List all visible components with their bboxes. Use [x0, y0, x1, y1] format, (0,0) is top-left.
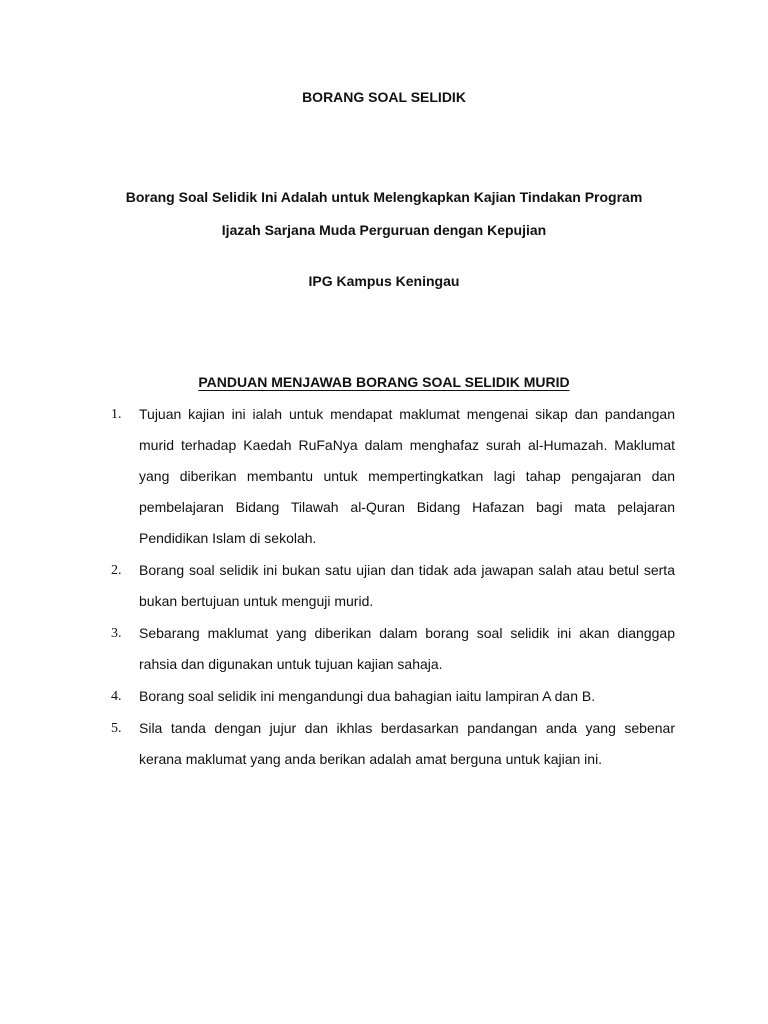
guideline-text: Tujuan kajian ini ialah untuk mendapat maklumat mengenai sikap dan pandangan murid terhadap Kaedah RuFaNya dalam menghafaz surah al-Humazah. Maklumat yang diberikan membantu untuk mempertingkatkan lagi tahap pengajaran dan pembelajaran Bidang Tilawah al-Quran Bidang Hafazan bagi mata pelajaran Pendidikan Islam di sekolah. [139, 406, 675, 546]
guideline-list [111, 399, 675, 776]
section-heading: PANDUAN MENJAWAB BORANG SOAL SELIDIK MURID [198, 374, 570, 390]
guideline-text: Sebarang maklumat yang diberikan dalam borang soal selidik ini akan dianggap rahsia dan digunakan untuk tujuan kajian sahaja. [139, 625, 675, 672]
guideline-item-5 [111, 713, 675, 775]
guideline-number: 5. [111, 721, 122, 736]
guideline-text: Borang soal selidik ini bukan satu ujian dan tidak ada jawapan salah atau betul serta bukan bertujuan untuk menguji murid. [139, 562, 675, 609]
guideline-text: Borang soal selidik ini mengandungi dua bahagian iaitu lampiran A dan B. [139, 688, 596, 704]
guideline-number: 2. [111, 563, 122, 578]
guideline-number: 1. [111, 407, 122, 422]
guideline-item-2 [111, 555, 675, 617]
subtitle-line-1: Borang Soal Selidik Ini Adalah untuk Melengkapkan Kajian Tindakan Program [125, 189, 643, 205]
guideline-number: 4. [111, 689, 122, 704]
subtitle-line-2: Ijazah Sarjana Muda Perguruan dengan Kepujian [221, 222, 547, 238]
guideline-number: 3. [111, 626, 122, 641]
guideline-text: Sila tanda dengan jujur dan ikhlas berdasarkan pandangan anda yang sebenar kerana maklumat yang anda berikan adalah amat berguna untuk kajian ini. [139, 720, 675, 767]
guideline-item-1 [111, 399, 675, 554]
guideline-item-3 [111, 618, 675, 680]
institution-name: IPG Kampus Keningau [308, 273, 460, 289]
guideline-item-4 [111, 681, 675, 712]
document-title: BORANG SOAL SELIDIK [302, 89, 466, 105]
